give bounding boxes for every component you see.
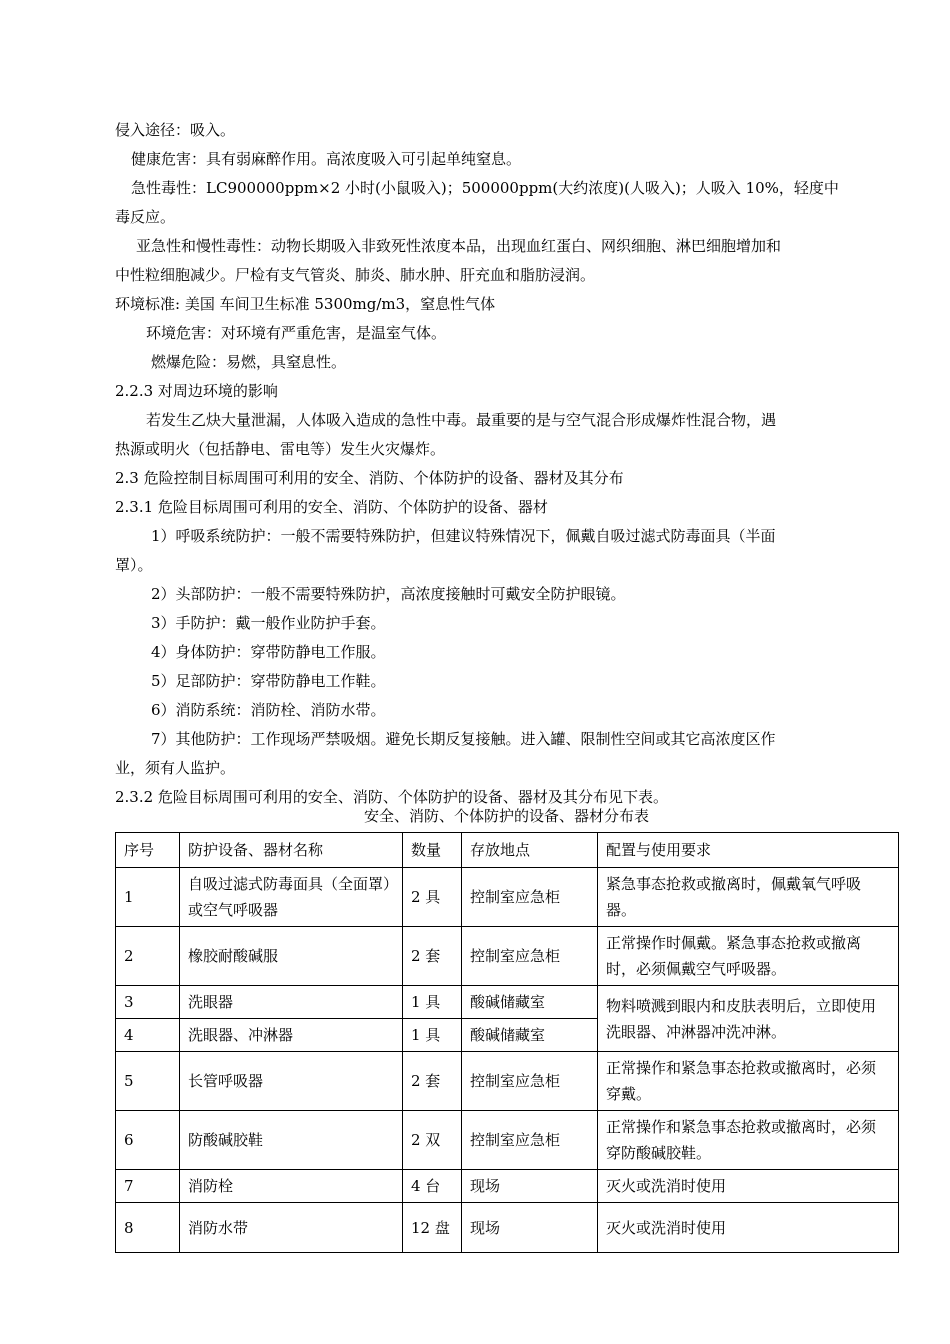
cell-requirements: 正常操作时佩戴。紧急事态抢救或撤离时，必须佩戴空气呼吸器。 <box>598 927 899 986</box>
table-row <box>116 927 899 986</box>
cell-requirements: 灭火或洗消时使用 <box>598 1170 899 1203</box>
item-other-protection-cont: 业，须有人监护。 <box>115 759 236 777</box>
cell-equipment-name: 自吸过滤式防毒面具（全面罩）或空气呼吸器 <box>180 868 403 927</box>
cell-index: 5 <box>116 1052 180 1111</box>
cell-requirements: 灭火或洗消时使用 <box>598 1203 899 1253</box>
cell-index: 3 <box>116 986 180 1019</box>
paragraph-surrounding-impact: 若发生乙炔大量泄漏，人体吸入造成的急性中毒。最重要的是与空气混合形成爆炸性混合物，遇 <box>146 411 777 429</box>
header-equipment-name: 防护设备、器材名称 <box>180 833 403 868</box>
heading-2-3: 2.3 危险控制目标周围可利用的安全、消防、个体防护的设备、器材及其分布 <box>115 469 624 487</box>
item-respiratory-protection-cont: 罩）。 <box>115 556 153 574</box>
cell-quantity: 2 双 <box>403 1111 462 1170</box>
heading-2-3-1: 2.3.1 危险目标周围可利用的安全、消防、个体防护的设备、器材 <box>115 498 548 516</box>
table-row <box>116 1111 899 1170</box>
cell-index: 7 <box>116 1170 180 1203</box>
cell-index: 1 <box>116 868 180 927</box>
cell-equipment-name: 洗眼器、冲淋器 <box>180 1019 403 1052</box>
cell-location: 现场 <box>462 1170 598 1203</box>
header-requirements: 配置与使用要求 <box>598 833 899 868</box>
cell-location: 控制室应急柜 <box>462 868 598 927</box>
table-caption: 安全、消防、个体防护的设备、器材分布表 <box>363 807 649 825</box>
cell-requirements: 紧急事态抢救或撤离时，佩戴氧气呼吸器。 <box>598 868 899 927</box>
cell-location: 控制室应急柜 <box>462 927 598 986</box>
equipment-distribution-table <box>115 832 899 1253</box>
item-foot-protection: 5）足部防护：穿带防静电工作鞋。 <box>151 672 386 690</box>
paragraph-intake-route: 侵入途径：吸入。 <box>115 121 236 139</box>
cell-index: 6 <box>116 1111 180 1170</box>
table-row <box>116 986 899 1019</box>
cell-quantity: 2 套 <box>403 927 462 986</box>
cell-requirements: 正常操作和紧急事态抢救或撤离时，必须穿防酸碱胶鞋。 <box>598 1111 899 1170</box>
paragraph-health-hazard: 健康危害：具有弱麻醉作用。高浓度吸入可引起单纯窒息。 <box>131 150 522 168</box>
paragraph-acute-toxicity-cont: 毒反应。 <box>115 208 176 226</box>
paragraph-surrounding-impact-cont: 热源或明火（包括静电、雷电等）发生火灾爆炸。 <box>115 440 446 458</box>
table-row <box>116 868 899 927</box>
cell-location: 酸碱储藏室 <box>462 1019 598 1052</box>
cell-equipment-name: 长管呼吸器 <box>180 1052 403 1111</box>
cell-location: 控制室应急柜 <box>462 1052 598 1111</box>
table-row <box>116 1203 899 1253</box>
cell-quantity: 1 具 <box>403 1019 462 1052</box>
cell-quantity: 2 具 <box>403 868 462 927</box>
item-fire-system: 6）消防系统：消防栓、消防水带。 <box>151 701 386 719</box>
item-other-protection: 7）其他防护：工作现场严禁吸烟。避免长期反复接触。进入罐、限制性空间或其它高浓度区作 <box>151 730 776 748</box>
paragraph-explosion-hazard: 燃爆危险：易燃，具窒息性。 <box>151 353 347 371</box>
cell-location: 控制室应急柜 <box>462 1111 598 1170</box>
header-quantity: 数量 <box>403 833 462 868</box>
table-row <box>116 1170 899 1203</box>
paragraph-environment-hazard: 环境危害：对环境有严重危害，是温室气体。 <box>146 324 447 342</box>
item-body-protection: 4）身体防护：穿带防静电工作服。 <box>151 643 386 661</box>
cell-equipment-name: 防酸碱胶鞋 <box>180 1111 403 1170</box>
cell-requirements: 物料喷溅到眼内和皮肤表明后，立即使用洗眼器、冲淋器冲洗冲淋。 <box>598 986 899 1052</box>
paragraph-chronic-toxicity: 亚急性和慢性毒性：动物长期吸入非致死性浓度本品，出现血红蛋白、网织细胞、淋巴细胞增加和 <box>136 237 782 255</box>
item-hand-protection: 3）手防护：戴一般作业防护手套。 <box>151 614 386 632</box>
cell-quantity: 12 盘 <box>403 1203 462 1253</box>
cell-quantity: 1 具 <box>403 986 462 1019</box>
cell-quantity: 4 台 <box>403 1170 462 1203</box>
table-row <box>116 1052 899 1111</box>
table-header-row <box>116 833 899 868</box>
cell-index: 2 <box>116 927 180 986</box>
cell-location: 酸碱储藏室 <box>462 986 598 1019</box>
item-respiratory-protection: 1）呼吸系统防护：一般不需要特殊防护，但建议特殊情况下，佩戴自吸过滤式防毒面具（半面 <box>151 527 776 545</box>
cell-index: 8 <box>116 1203 180 1253</box>
cell-index: 4 <box>116 1019 180 1052</box>
header-location: 存放地点 <box>462 833 598 868</box>
paragraph-environment-standard: 环境标准: 美国 车间卫生标准 5300mg/m3，窒息性气体 <box>115 295 496 313</box>
heading-2-3-2: 2.3.2 危险目标周围可利用的安全、消防、个体防护的设备、器材及其分布见下表。 <box>115 788 668 806</box>
cell-quantity: 2 套 <box>403 1052 462 1111</box>
item-head-protection: 2）头部防护：一般不需要特殊防护，高浓度接触时可戴安全防护眼镜。 <box>151 585 626 603</box>
cell-requirements: 正常操作和紧急事态抢救或撤离时，必须穿戴。 <box>598 1052 899 1111</box>
heading-2-2-3: 2.2.3 对周边环境的影响 <box>115 382 278 400</box>
header-index: 序号 <box>116 833 180 868</box>
paragraph-chronic-toxicity-cont: 中性粒细胞减少。尸检有支气管炎、肺炎、肺水肿、肝充血和脂肪浸润。 <box>115 266 596 284</box>
paragraph-acute-toxicity: 急性毒性：LC900000ppm×2 小时(小鼠吸入)；500000ppm(大约浓度)(人吸入)；人吸入 10%，轻度中 <box>131 179 839 197</box>
cell-equipment-name: 洗眼器 <box>180 986 403 1019</box>
cell-location: 现场 <box>462 1203 598 1253</box>
cell-equipment-name: 橡胶耐酸碱服 <box>180 927 403 986</box>
cell-equipment-name: 消防水带 <box>180 1203 403 1253</box>
cell-equipment-name: 消防栓 <box>180 1170 403 1203</box>
